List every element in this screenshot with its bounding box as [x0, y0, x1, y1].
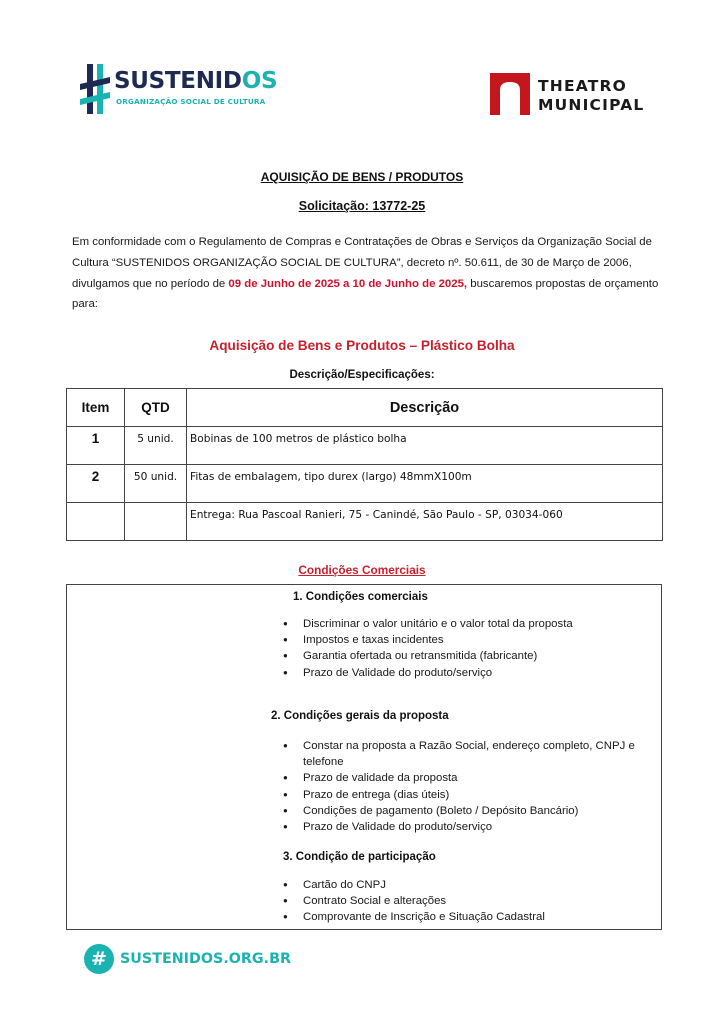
table-row [67, 503, 663, 541]
logo-name [114, 68, 277, 94]
sustenidos-logo [80, 64, 280, 118]
bullet-list [283, 738, 663, 835]
intro-period: 09 de Junho de 2025 a 10 de Junho de 2025, [228, 277, 468, 290]
header-qtd: QTD [125, 389, 187, 427]
subject-heading: Aquisição de Bens e Produtos – Plástico Bolha [209, 338, 515, 353]
list-item: ● Cartão do CNPJ [283, 877, 663, 893]
theatro-line2: MUNICIPAL [538, 96, 645, 114]
intro-paragraph [72, 232, 662, 315]
document-title: AQUISIÇÃO DE BENS / PRODUTOS [260, 170, 464, 184]
table-row [67, 427, 663, 465]
cell-item: 1 [67, 427, 125, 465]
cell-qtd: 50 unid. [125, 465, 187, 503]
section-heading: 3. Condição de participação [283, 851, 436, 863]
table-row [67, 465, 663, 503]
items-table [66, 388, 663, 541]
list-item: ● Prazo de entrega (dias úteis) [283, 787, 663, 803]
conditions-box [66, 584, 662, 930]
list-item: ● Contrato Social e alterações [283, 893, 663, 909]
logo-subtitle: ORGANIZAÇÃO SOCIAL DE CULTURA [116, 97, 266, 106]
cell-item [67, 503, 125, 541]
list-item: ● Garantia ofertada ou retransmitida (fabricante) [283, 648, 663, 664]
list-item: ● Discriminar o valor unitário e o valor total da proposta [283, 616, 663, 632]
list-item: ● Constar na proposta a Razão Social, endereço completo, CNPJ e telefone [283, 738, 663, 770]
cell-item: 2 [67, 465, 125, 503]
list-item: ● Comprovante de Inscrição e Situação Cadastral [283, 909, 663, 925]
cell-descricao: Fitas de embalagem, tipo durex (largo) 48mmX100m [187, 465, 663, 503]
list-item: ● Impostos e taxas incidentes [283, 632, 663, 648]
footer [84, 944, 291, 976]
logo-name-part1: SUSTENID [114, 68, 242, 94]
theatro-municipal-logo [490, 72, 660, 122]
solicitation-number: Solicitação: 13772-25 [298, 199, 426, 213]
hash-circle-icon: # [84, 944, 114, 974]
spec-label: Descrição/Especificações: [289, 369, 435, 381]
theatro-line1: THEATRO [538, 77, 628, 95]
list-item: ● Prazo de validade da proposta [283, 770, 663, 786]
list-item: ● Prazo de Validade do produto/serviço [283, 665, 663, 681]
header-descricao: Descrição [187, 389, 663, 427]
cell-descricao: Bobinas de 100 metros de plástico bolha [187, 427, 663, 465]
cell-qtd: 5 unid. [125, 427, 187, 465]
bullet-list [283, 877, 663, 926]
table-header-row [67, 389, 663, 427]
list-item: ● Condições de pagamento (Boleto / Depósito Bancário) [283, 803, 663, 819]
intro-text: Em conformidade com o Regulamento de Compras e Contratações de Obras e Serviços da Organização Social de Cultura “SUSTENIDOS ORGANIZAÇÃO SOCIAL DE CULTURA”, decreto nº. 50.611, de 30 de Março de 2006, divulgamos que no período de [72, 236, 652, 290]
intro-text-end: buscaremos propostas de orçamento para: [72, 277, 659, 311]
header-item: Item [67, 389, 125, 427]
conditions-title: Condições Comerciais [298, 563, 426, 577]
cell-delivery: Entrega: Rua Pascoal Ranieri, 75 - Canindé, São Paulo - SP, 03034-060 [187, 503, 663, 541]
theatre-arch-icon [490, 73, 530, 115]
section-heading: 2. Condições gerais da proposta [271, 710, 449, 722]
hash-icon [80, 64, 110, 114]
section-heading: 1. Condições comerciais [293, 591, 428, 603]
footer-url[interactable]: SUSTENIDOS.ORG.BR [120, 951, 291, 967]
bullet-list [283, 616, 663, 681]
logo-name-part2: OS [241, 68, 278, 94]
cell-qtd [125, 503, 187, 541]
list-item: ● Prazo de Validade do produto/serviço [283, 819, 663, 835]
